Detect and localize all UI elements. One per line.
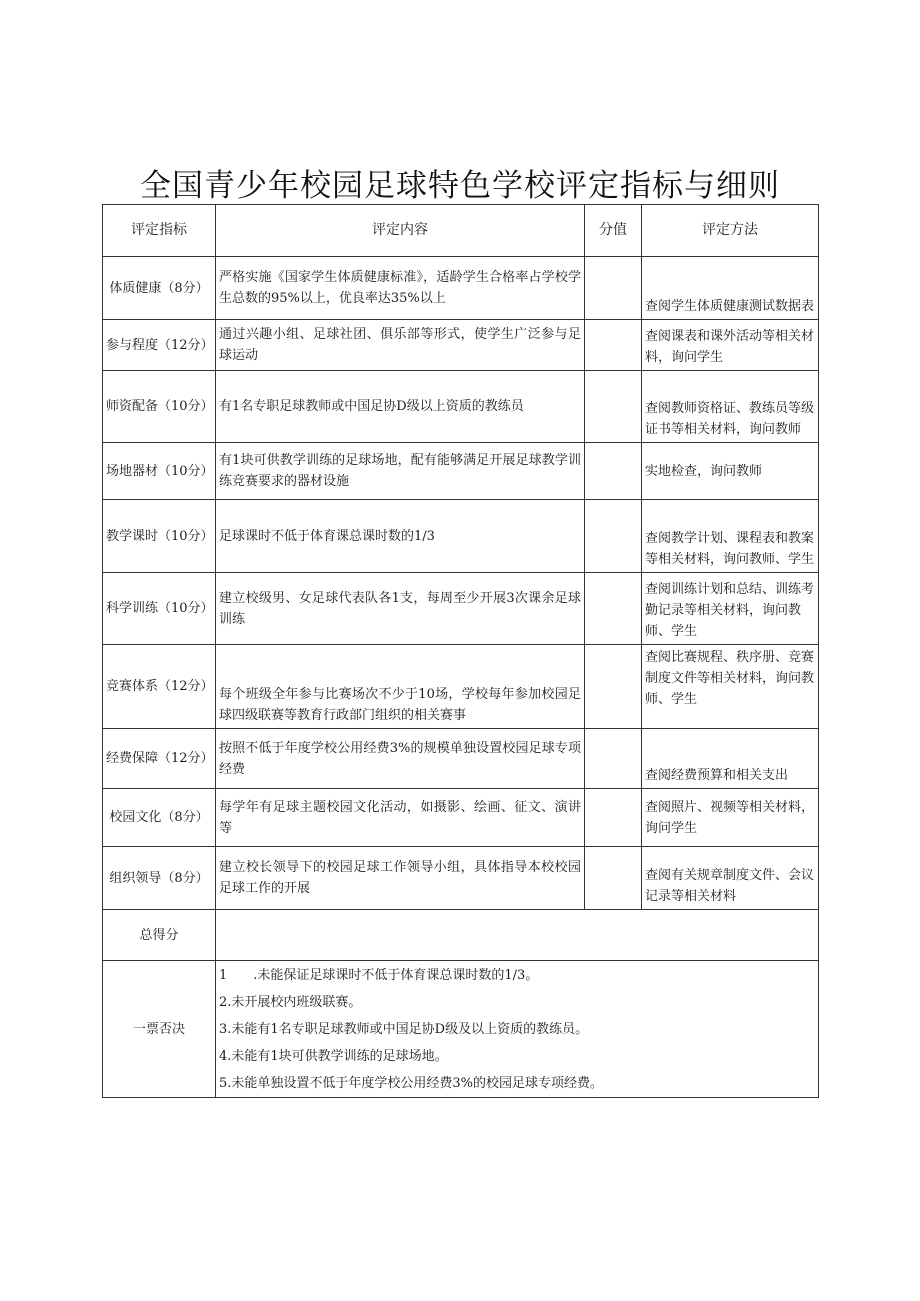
total-score-row: [103, 910, 819, 961]
total-score-label: 总得分: [103, 910, 216, 961]
row-content: 足球课时不低于体育课总课时数的1/3: [216, 500, 585, 573]
veto-item: 2.未开展校内班级联赛。: [219, 994, 362, 1010]
veto-label: 一票否决: [103, 961, 216, 1098]
row-method: 查阅经费预算和相关支出: [642, 729, 819, 789]
row-indicator: 参与程度（12分）: [103, 320, 216, 371]
row-score: [585, 443, 642, 500]
table-row: [103, 500, 819, 573]
row-method: 查阅比赛规程、秩序册、竞赛制度文件等相关材料，询问教师、学生: [642, 645, 819, 729]
row-method: 查阅照片、视频等相关材料，询问学生: [642, 789, 819, 847]
row-content: 有1名专职足球教师或中国足协D级以上资质的教练员: [216, 371, 585, 443]
row-score: [585, 847, 642, 910]
row-method: 查阅教学计划、课程表和教案等相关材料，询问教师、学生: [642, 500, 819, 573]
row-content: 按照不低于年度学校公用经费3%的规模单独设置校园足球专项经费: [216, 729, 585, 789]
header-indicator: 评定指标: [103, 205, 216, 257]
row-indicator: 组织领导（8分）: [103, 847, 216, 910]
row-indicator: 场地器材（10分）: [103, 443, 216, 500]
veto-row: [103, 961, 819, 1098]
criteria-table: [102, 204, 819, 1098]
row-score: [585, 500, 642, 573]
veto-items: [216, 961, 819, 1098]
table-header-row: [103, 205, 819, 257]
row-score: [585, 789, 642, 847]
header-score: 分值: [585, 205, 642, 257]
table-row: [103, 847, 819, 910]
table-row: [103, 729, 819, 789]
row-content: 通过兴趣小组、足球社团、俱乐部等形式，使学生广泛参与足球运动: [216, 320, 585, 371]
table-row: [103, 371, 819, 443]
veto-item: 1 .未能保证足球课时不低于体育课总课时数的1/3。: [219, 967, 539, 983]
row-indicator: 体质健康（8分）: [103, 257, 216, 320]
row-indicator: 校园文化（8分）: [103, 789, 216, 847]
header-content: 评定内容: [216, 205, 585, 257]
row-score: [585, 371, 642, 443]
row-indicator: 师资配备（10分）: [103, 371, 216, 443]
table-row: [103, 257, 819, 320]
row-method: 查阅教师资格证、教练员等级证书等相关材料，询问教师: [642, 371, 819, 443]
table-row: [103, 573, 819, 645]
table-row: [103, 320, 819, 371]
row-score: [585, 573, 642, 645]
row-content: 建立校长领导下的校园足球工作领导小组，具体指导本校校园足球工作的开展: [216, 847, 585, 910]
row-content: 每学年有足球主题校园文化活动，如摄影、绘画、征文、演讲等: [216, 789, 585, 847]
table-row: [103, 789, 819, 847]
row-content: 严格实施《国家学生体质健康标准》，适龄学生合格率占学校学生总数的95%以上，优良率达35%以上: [216, 257, 585, 320]
veto-item: 4.未能有1块可供教学训练的足球场地。: [219, 1048, 448, 1064]
row-content: 每个班级全年参与比赛场次不少于10场，学校每年参加校园足球四级联赛等教育行政部门组织的相关赛事: [216, 645, 585, 729]
table-row: [103, 443, 819, 500]
row-method: 查阅有关规章制度文件、会议记录等相关材料: [642, 847, 819, 910]
row-method: 查阅课表和课外活动等相关材料，询问学生: [642, 320, 819, 371]
row-score: [585, 320, 642, 371]
veto-item: 5.未能单独设置不低于年度学校公用经费3%的校园足球专项经费。: [219, 1075, 604, 1091]
total-score-value: [216, 910, 819, 961]
page-title: 全国青少年校园足球特色学校评定指标与细则: [140, 168, 780, 204]
row-indicator: 竞赛体系（12分）: [103, 645, 216, 729]
row-method: 实地检查，询问教师: [642, 443, 819, 500]
row-indicator: 教学课时（10分）: [103, 500, 216, 573]
row-method: 查阅学生体质健康测试数据表: [642, 257, 819, 320]
row-score: [585, 257, 642, 320]
row-indicator: 科学训练（10分）: [103, 573, 216, 645]
row-content: 建立校级男、女足球代表队各1支，每周至少开展3次课余足球训练: [216, 573, 585, 645]
veto-item: 3.未能有1名专职足球教师或中国足协D级及以上资质的教练员。: [219, 1021, 589, 1037]
table-row: [103, 645, 819, 729]
row-content: 有1块可供教学训练的足球场地，配有能够满足开展足球教学训练竞赛要求的器材设施: [216, 443, 585, 500]
row-score: [585, 645, 642, 729]
row-method: 查阅训练计划和总结、训练考勤记录等相关材料，询问教师、学生: [642, 573, 819, 645]
header-method: 评定方法: [642, 205, 819, 257]
row-indicator: 经费保障（12分）: [103, 729, 216, 789]
row-score: [585, 729, 642, 789]
